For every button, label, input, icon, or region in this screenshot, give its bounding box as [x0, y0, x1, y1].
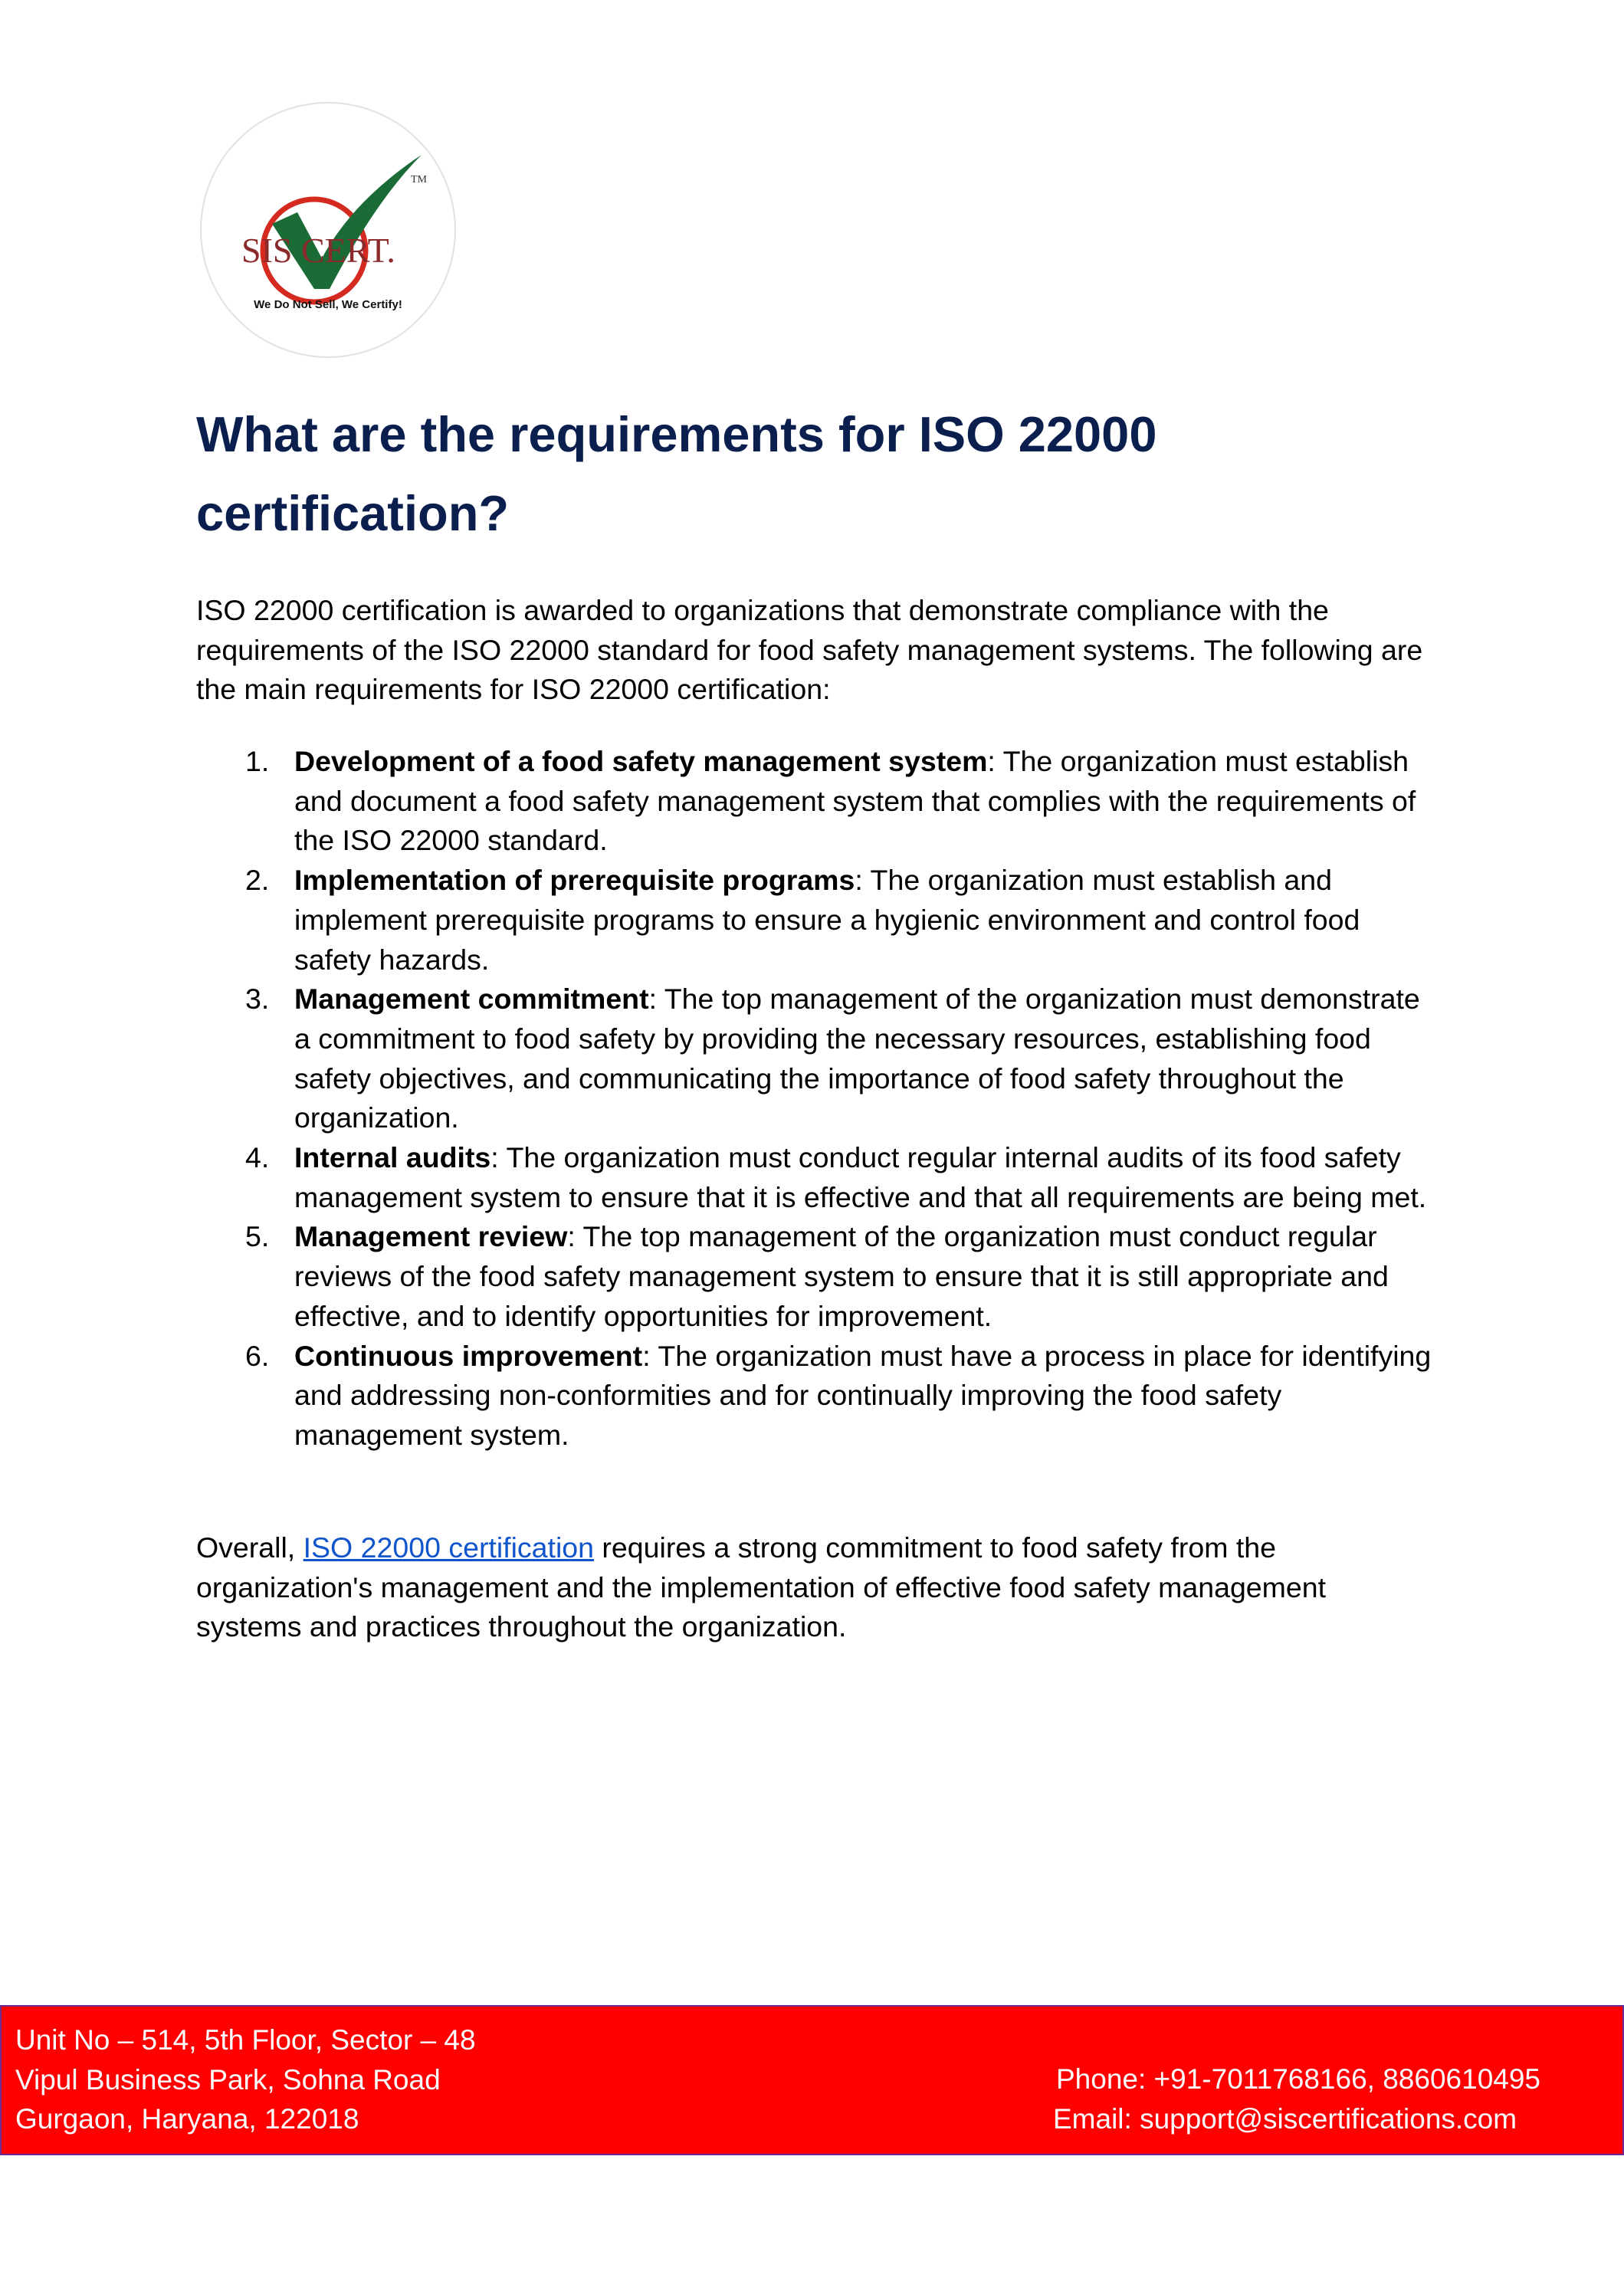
address-line: Gurgaon, Haryana, 122018	[15, 2103, 359, 2135]
logo-tagline: We Do Not Sell, We Certify!	[254, 298, 402, 311]
item-number: 6.	[245, 1339, 270, 1372]
list-item	[196, 861, 1438, 980]
item-text: : The top management of the organization must conduct regular reviews of the food safety management system to ensure that it is still appropriate and effective, and to identify opportunities for improvement.	[294, 1220, 1389, 1332]
logo-trademark: TM	[411, 174, 427, 185]
item-heading: Implementation of prerequisite programs	[294, 864, 855, 897]
list-item	[196, 1337, 1438, 1455]
item-text: : The organization must establish and implement prerequisite programs to ensure a hygienic environment and control food safety hazards.	[294, 864, 1360, 976]
item-text: : The organization must establish and document a food safety management system that complies with the requirements of the ISO 22000 standard.	[294, 745, 1416, 857]
item-heading: Continuous improvement	[294, 1339, 643, 1372]
item-number: 1.	[245, 745, 270, 777]
list-item	[196, 980, 1438, 1138]
logo-badge-circle	[201, 103, 455, 357]
closing-text-end: requires a strong commitment to food safety from the organization's management and the implementation of effective food safety management systems and practices throughout the organization.	[196, 1531, 1327, 1643]
intro-paragraph: ISO 22000 certification is awarded to organizations that demonstrate compliance with the requirements of the ISO 22000 standard for food safety management systems. The following are the main requirements for ISO 22000 certification:	[196, 594, 1423, 706]
item-text: : The organization must have a process in place for identifying and addressing non-conformities and for continually improving the food safety management system.	[294, 1339, 1432, 1451]
address-line: Vipul Business Park, Sohna Road	[15, 2063, 441, 2095]
item-text: : The top management of the organization must demonstrate a commitment to food safety by providing the necessary resources, establishing food safety objectives, and communicating the importance of food safety throughout the organization.	[294, 983, 1420, 1134]
footer-contact-bar	[0, 2005, 1624, 2155]
item-number: 4.	[245, 1141, 270, 1174]
list-item	[196, 742, 1438, 861]
footer-phone: Phone: +91-7011768166, 8860610495	[1056, 2063, 1540, 2095]
address-line: Unit No – 514, 5th Floor, Sector – 48	[15, 2024, 476, 2056]
closing-text-start: Overall,	[196, 1531, 303, 1564]
list-item	[196, 1138, 1438, 1217]
item-number: 2.	[245, 864, 270, 897]
footer-address	[15, 2020, 476, 2139]
siscert-logo	[199, 101, 457, 359]
item-heading: Management commitment	[294, 983, 649, 1016]
item-number: 3.	[245, 983, 270, 1016]
footer-email: Email: support@siscertifications.com	[1053, 2102, 1517, 2135]
item-heading: Internal audits	[294, 1141, 491, 1174]
item-number: 5.	[245, 1220, 270, 1253]
requirements-list	[196, 742, 1438, 1455]
footer-contact	[1053, 2059, 1540, 2138]
closing-paragraph	[196, 1528, 1438, 1647]
list-item	[196, 1217, 1438, 1336]
item-text: : The organization must conduct regular internal audits of its food safety management system to ensure that it is effective and that all requirements are being met.	[294, 1141, 1427, 1213]
page-title: What are the requirements for ISO 22000 certification?	[196, 406, 1157, 541]
iso-22000-certification-link[interactable]: ISO 22000 certification	[303, 1531, 595, 1564]
logo-brand-text: SIS CERT.	[241, 231, 395, 270]
item-heading: Management review	[294, 1220, 568, 1253]
item-heading: Development of a food safety management system	[294, 745, 988, 777]
